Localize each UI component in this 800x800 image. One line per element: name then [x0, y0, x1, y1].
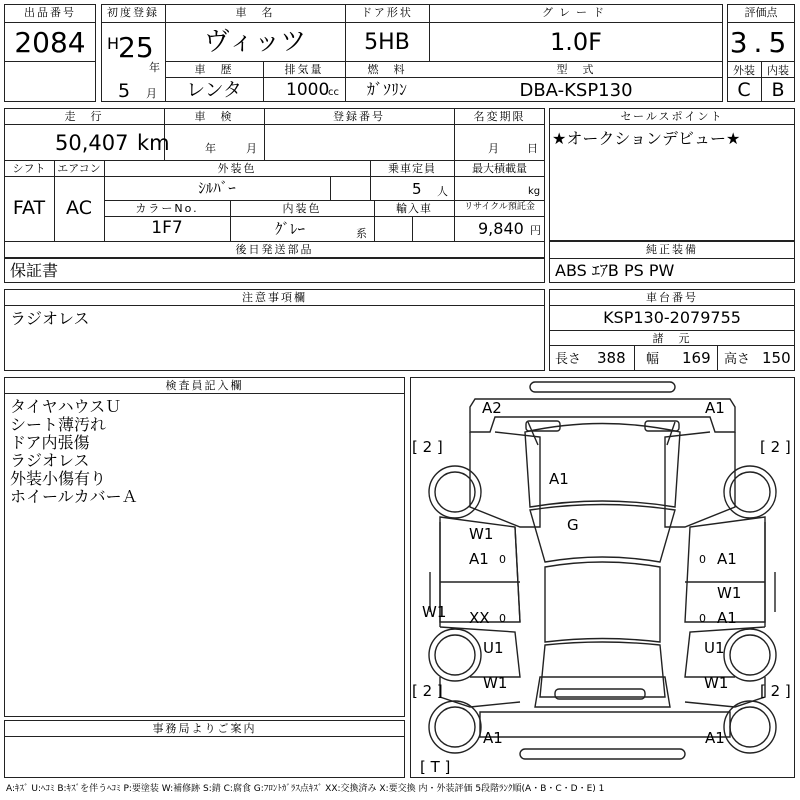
office-label: 事務局よりご案内: [152, 722, 257, 735]
recycle-amount: 9,840: [478, 219, 524, 238]
dims-label: 諸 元: [652, 332, 692, 345]
mark-hood: A1: [549, 470, 569, 488]
mark-r-front-door: A1: [717, 550, 737, 568]
recycle-label: リサイクル預託金: [464, 202, 535, 212]
seats: 5: [412, 180, 422, 198]
mark-l-quarter: U1: [483, 639, 504, 657]
int-grade: B: [771, 79, 785, 101]
mileage-label: 走 行: [64, 110, 104, 123]
door-type: 5HB: [364, 30, 410, 55]
era: H: [107, 34, 120, 53]
height-label: 高さ: [724, 352, 751, 367]
mark-r-rear: W1: [704, 674, 729, 692]
ac: AC: [66, 197, 92, 219]
name-change-label: 名変期限: [473, 110, 526, 123]
lot-number: 2084: [14, 26, 86, 59]
mark-front-right: A1: [705, 399, 725, 417]
nc-month-unit: 月: [488, 142, 499, 155]
chassis-label: 車台番号: [646, 291, 698, 304]
fuel: ｶﾞｿﾘﾝ: [366, 80, 407, 99]
length: 388: [597, 349, 626, 367]
mark-l-front-door-zero: 0: [499, 553, 506, 566]
reg-year: 25: [118, 31, 154, 64]
reg-label: 初度登録: [107, 6, 159, 19]
month-unit: 月: [146, 87, 157, 100]
grade: 1.0F: [550, 28, 602, 56]
inspector-line: ラジオレス: [10, 451, 90, 470]
year-unit: 年: [149, 61, 160, 74]
import-label: 輸入車: [396, 202, 432, 215]
inspector-line: シート薄汚れ: [10, 415, 107, 434]
mark-rear-left: A1: [483, 729, 503, 747]
disp-label: 排気量: [284, 63, 324, 76]
shift-label: シフト: [12, 162, 46, 175]
int-grade-label: 内装: [767, 64, 789, 77]
score-label: 評価点: [744, 6, 778, 19]
width-label: 幅: [646, 352, 660, 367]
recycle-unit: 円: [530, 224, 541, 237]
later-parts-label: 後日発送部品: [235, 243, 314, 256]
shift: FAT: [12, 197, 46, 219]
mark-l-rear: W1: [483, 674, 508, 692]
fuel-label: 燃 料: [367, 63, 407, 76]
inspector-label: 検査員記入欄: [165, 379, 244, 392]
history-label: 車 歴: [194, 63, 234, 76]
mark-windshield: G: [567, 516, 579, 534]
inspector-line: 外装小傷有り: [10, 469, 107, 488]
color-no-label: カラーNo.: [135, 202, 199, 215]
exterior-color: ｼﾙﾊﾞｰ: [198, 179, 236, 197]
seats-unit: 人: [437, 185, 448, 198]
score: 3.5: [729, 26, 793, 59]
mark-wheel-rr: [ 2 ]: [760, 682, 791, 700]
mileage-unit: km: [137, 131, 170, 155]
later-parts-text: 保証書: [10, 261, 59, 280]
interior-color: ｸﾞﾚｰ: [274, 220, 305, 238]
insp-month-unit: 月: [246, 142, 257, 155]
mark-rear-right: A1: [705, 729, 725, 747]
mark-r-rear-door-zero: 0: [699, 612, 706, 625]
length-label: 長さ: [555, 352, 582, 367]
mark-front-left: A2: [482, 399, 502, 417]
mark-wheel-rl: [ 2 ]: [412, 682, 443, 700]
chassis-number: KSP130-2079755: [603, 308, 741, 327]
ext-grade-label: 外装: [733, 64, 755, 77]
mark-l-rear-door: XX: [469, 609, 490, 627]
inspector-line: ホイールカバーＡ: [10, 487, 138, 506]
history: レンタ: [186, 79, 242, 101]
legend: A:ｷｽﾞ U:ﾍｺﾐ B:ｷｽﾞを伴うﾍｺﾐ P:要塗装 W:補修跡 S:錆 C:腐食 G:ﾌﾛﾝﾄｶﾞﾗｽ点ｷｽﾞ XX:交換済み X:要交換 内・外装評価 5段階ﾗﾝｸ順(A・B・C・D・E) 1: [6, 784, 605, 794]
notes-label: 注意事項欄: [242, 291, 307, 304]
reg-month: 5: [118, 80, 131, 102]
ac-label: エアコン: [57, 162, 101, 175]
lot-label: 出品番号: [24, 6, 76, 19]
sales-point-box: [549, 108, 795, 241]
notes-text: ラジオレス: [10, 309, 90, 328]
color-no: 1F7: [151, 218, 183, 238]
mark-r-front-door-zero: 0: [699, 553, 706, 566]
insp-year-unit: 年: [205, 142, 216, 155]
ext-grade: C: [737, 79, 751, 101]
mark-wheel-fr: [ 2 ]: [760, 438, 791, 456]
name-label: 車 名: [235, 6, 275, 19]
mark-wheel-fl: [ 2 ]: [412, 438, 443, 456]
mark-l-front-door-1: W1: [469, 525, 494, 543]
mark-l-rear-door-zero: 0: [499, 612, 506, 625]
sales-point-text: ★オークションデビュー★: [552, 129, 741, 148]
mileage: 50,407: [55, 131, 129, 155]
seats-label: 乗車定員: [388, 162, 436, 175]
inspector-notes: [10, 398, 138, 506]
equipment-text: ABS ｴｱB PS PW: [555, 261, 675, 280]
mark-r-rear-door-2: A1: [717, 609, 737, 627]
mark-l-sill: W1: [422, 603, 447, 621]
mark-r-rear-door-1: W1: [717, 584, 742, 602]
displacement: 1000: [286, 80, 330, 100]
model: DBA-KSP130: [519, 80, 633, 101]
car-outline: [410, 377, 795, 778]
model-label: 型 式: [556, 63, 596, 76]
grade-label: グレード: [542, 6, 610, 19]
door-label: ドア形状: [361, 6, 413, 19]
mark-trunk: [ T ]: [420, 758, 451, 776]
disp-unit: cc: [328, 87, 339, 98]
inspector-line: ドア内張傷: [10, 433, 90, 452]
load-unit: kg: [528, 186, 541, 197]
plate-label: 登録番号: [333, 110, 385, 123]
nc-day-unit: 日: [527, 142, 538, 155]
later-parts-box: [4, 241, 545, 283]
mark-l-front-door-2: A1: [469, 550, 489, 568]
inspector-line: タイヤハウスＵ: [10, 397, 122, 416]
mark-r-quarter: U1: [704, 639, 725, 657]
interior-label: 内装色: [282, 202, 322, 215]
height: 150: [762, 349, 791, 367]
width: 169: [682, 349, 711, 367]
car-name: ヴィッツ: [203, 27, 307, 57]
interior-suffix: 系: [356, 227, 367, 240]
inspection-label: 車 検: [194, 110, 234, 123]
load-label: 最大積載量: [472, 162, 527, 175]
sales-point-label: セールスポイント: [620, 110, 724, 123]
exterior-label: 外装色: [217, 162, 257, 175]
equipment-label: 純正装備: [646, 243, 698, 256]
